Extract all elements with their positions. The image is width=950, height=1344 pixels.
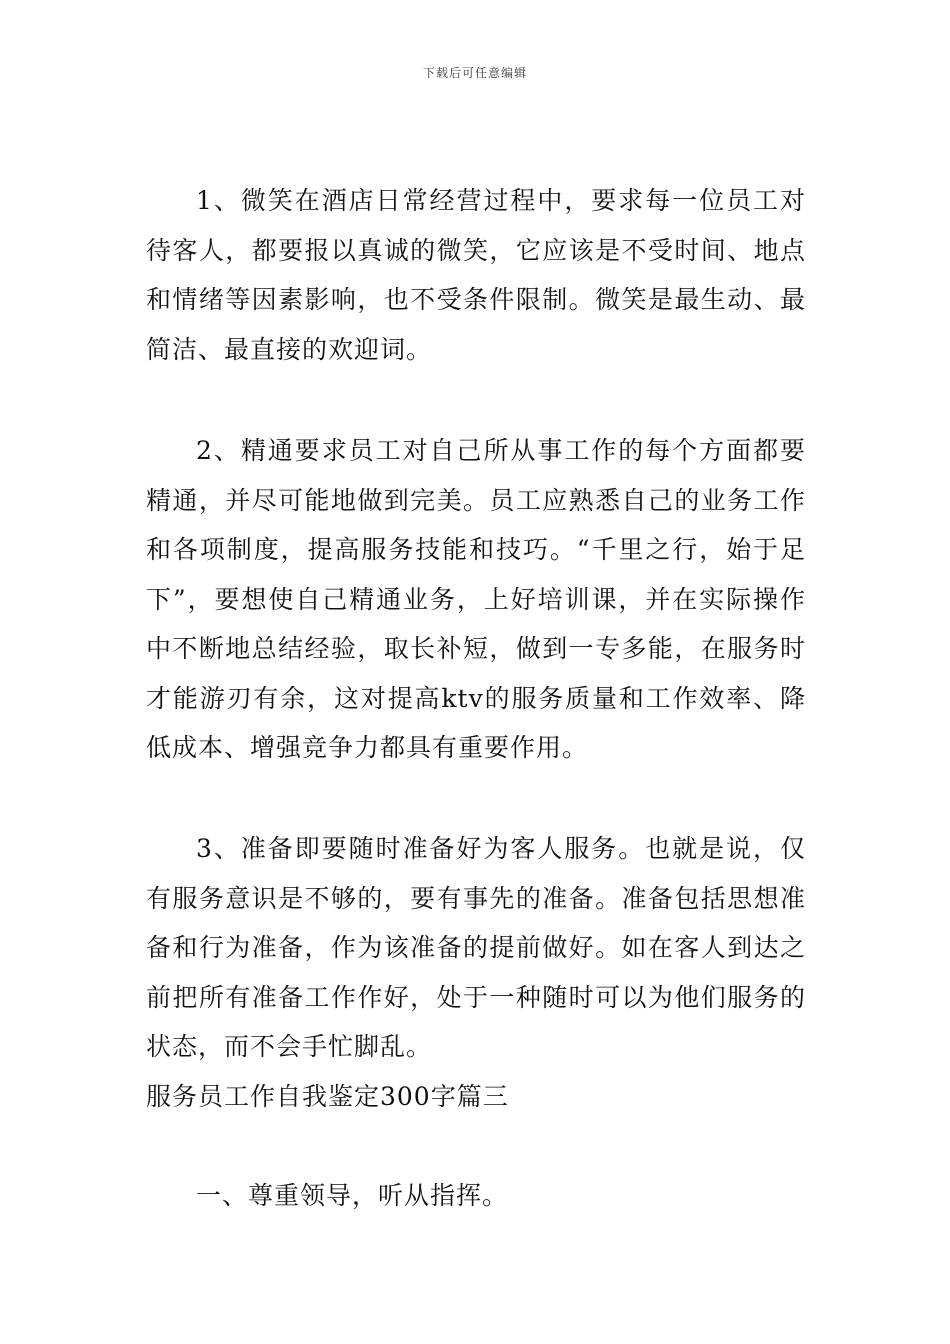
section-title: 服务员工作自我鉴定300字篇三 [146,1082,509,1111]
paragraph-text: 1、微笑在酒店日常经营过程中，要求每一位员工对待客人，都要报以真诚的微笑，它应该是不受时间、地点和情绪等因素影响，也不受条件限制。微笑是最生动、最简洁、最直接的欢迎词。 [146,186,806,364]
paragraph-2 [146,426,806,773]
paragraph-text: 2、精通要求员工对自己所从事工作的每个方面都要精通，并尽可能地做到完美。员工应熟悉自己的业务工作和各项制度，提高服务技能和技巧。“千里之行，始于足下”，要想使自己精通业务，上好培训课，并在实际操作中不断地总结经验，取长补短，做到一专多能，在服务时才能游刃有余，这对提高ktv的服务质量和工作效率、降低成本、增强竞争力都具有重要作用。 [146,436,806,762]
page-header: 下载后可任意编辑 [422,66,527,80]
paragraph-text: 一、尊重领导，听从指挥。 [196,1181,509,1210]
paragraph-text: 3、准备即要随时准备好为客人服务。也就是说，仅有服务意识是不够的，要有事先的准备。准备包括思想准备和行为准备，作为该准备的提前做好。如在客人到达之前把所有准备工作作好，处于一种随时可以为他们服务的状态，而不会手忙脚乱。 [146,834,806,1061]
paragraph-1 [146,176,806,374]
paragraph-3 [146,824,806,1072]
section-paragraph-1 [146,1171,806,1221]
